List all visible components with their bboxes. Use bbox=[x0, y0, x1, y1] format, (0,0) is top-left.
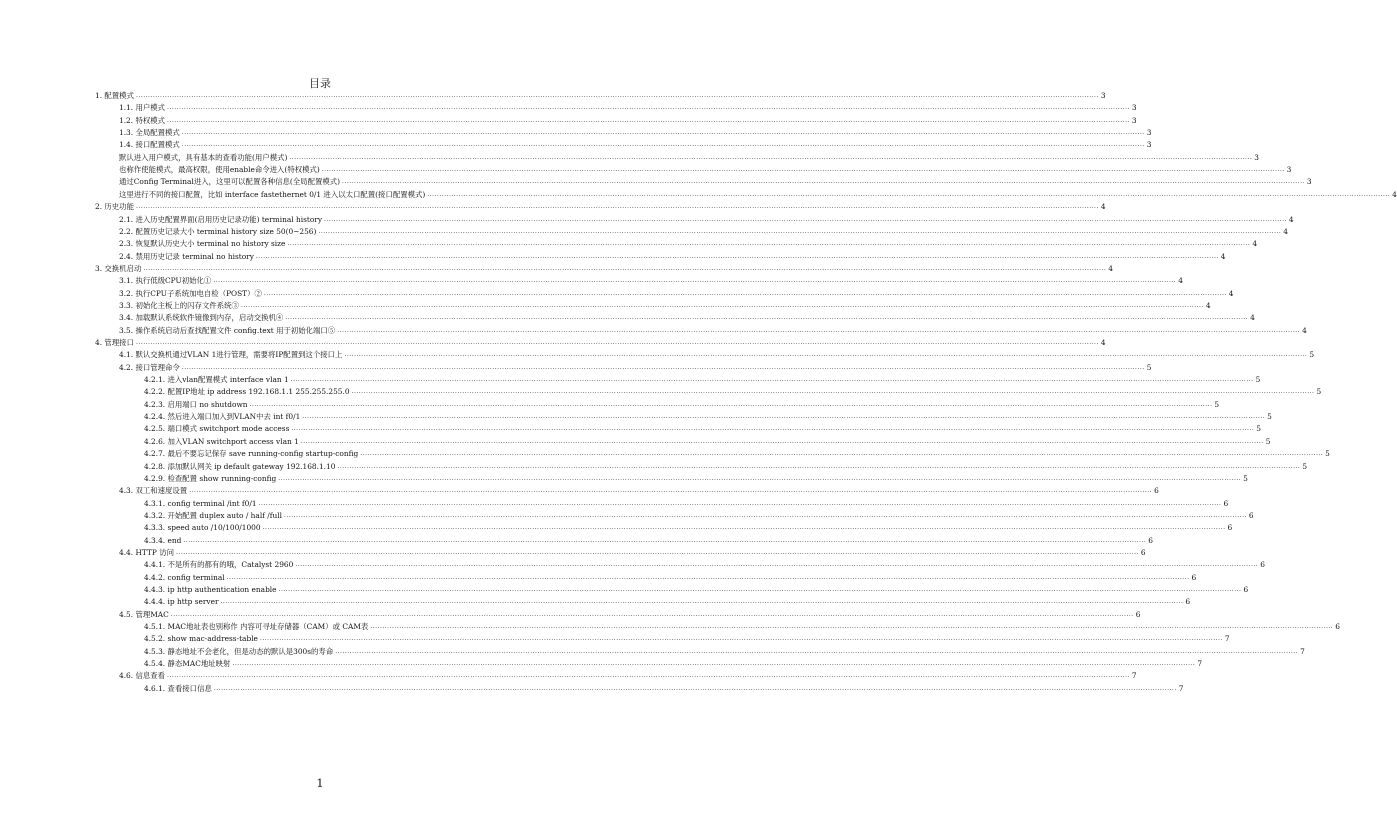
toc-entry[interactable] bbox=[144, 621, 1340, 633]
toc-entry[interactable] bbox=[144, 473, 1248, 485]
toc-entry[interactable] bbox=[144, 572, 1197, 584]
toc-leader-dots: ................................................................................................................................................................................................................................................................................................................................................................................................................ bbox=[213, 277, 1177, 285]
toc-entry-page-number: 5 bbox=[1325, 449, 1330, 459]
toc-entry-page-number: 3 bbox=[1131, 115, 1137, 125]
toc-entry-title: 4.2.3. 启用端口 no shutdown bbox=[144, 399, 248, 409]
toc-leader-dots: ................................................................................................................................................................................................................................................................................................................................................................................................................ bbox=[258, 499, 1222, 507]
toc-entry[interactable] bbox=[119, 609, 1141, 621]
toc-entry[interactable] bbox=[144, 596, 1191, 608]
toc-entry-page-number: 5 bbox=[1256, 424, 1261, 434]
toc-entry-page-number: 4 bbox=[1205, 300, 1211, 310]
toc-entry[interactable] bbox=[119, 325, 1307, 337]
toc-leader-dots: ................................................................................................................................................................................................................................................................................................................................................................................................................ bbox=[183, 536, 1147, 544]
toc-leader-dots: ................................................................................................................................................................................................................................................................................................................................................................................................................ bbox=[278, 586, 1242, 593]
toc-leader-dots: ................................................................................................................................................................................................................................................................................................................................................................................................................ bbox=[427, 190, 1391, 198]
toc-entry-title: 4.5.3. 静态地址不会老化，但是动态的默认是300s的寿命 bbox=[144, 646, 334, 656]
toc-entry-page-number: 6 bbox=[1248, 510, 1254, 520]
toc-entry-title: 4.4.1. 不是所有的都有的哦，Catalyst 2960 bbox=[144, 560, 294, 570]
toc-entry[interactable] bbox=[119, 238, 1258, 250]
toc-entry-page-number: 7 bbox=[1197, 659, 1203, 669]
toc-leader-dots: ................................................................................................................................................................................................................................................................................................................................................................................................................ bbox=[176, 548, 1139, 556]
toc-leader-dots: ................................................................................................................................................................................................................................................................................................................................................................................................................ bbox=[290, 376, 1254, 384]
toc-entry[interactable] bbox=[95, 201, 1106, 213]
toc-entry-title: 4.5.2. show mac-address-table bbox=[144, 634, 258, 644]
toc-entry-page-number: 3 bbox=[1131, 103, 1137, 113]
toc-leader-dots: ................................................................................................................................................................................................................................................................................................................................................................................................................ bbox=[262, 524, 1226, 532]
toc-entry[interactable] bbox=[144, 498, 1229, 510]
toc-entry[interactable] bbox=[95, 263, 1113, 275]
toc-entry[interactable] bbox=[95, 337, 1106, 349]
toc-entry-page-number: 6 bbox=[1135, 609, 1141, 619]
toc-entry-title: 4.2.4. 然后进入端口加入到VLAN中去 int f0/1 bbox=[144, 412, 301, 422]
toc-entry-page-number: 4 bbox=[1108, 263, 1113, 273]
toc-entry-page-number: 4 bbox=[1302, 325, 1307, 335]
toc-entry-page-number: 3 bbox=[1286, 165, 1292, 175]
toc-entry-page-number: 6 bbox=[1260, 560, 1265, 570]
toc-leader-dots: ................................................................................................................................................................................................................................................................................................................................................................................................................ bbox=[143, 264, 1107, 272]
toc-entry-page-number: 7 bbox=[1300, 646, 1305, 656]
toc-leader-dots: ................................................................................................................................................................................................................................................................................................................................................................................................................ bbox=[291, 425, 1255, 433]
toc-entry[interactable] bbox=[144, 559, 1265, 571]
toc-entry-page-number: 4 bbox=[1220, 251, 1226, 261]
toc-entry-title: 3.4. 加载默认系统软件镜像到内存，启动交换机④ bbox=[119, 313, 284, 323]
toc-leader-dots: ................................................................................................................................................................................................................................................................................................................................................................................................................ bbox=[295, 561, 1259, 569]
toc-entry[interactable] bbox=[119, 152, 1259, 164]
toc-entry-page-number: 4 bbox=[1392, 189, 1397, 199]
toc-entry-title: 4.4.4. ip http server bbox=[144, 597, 219, 607]
toc-entry[interactable] bbox=[119, 312, 1255, 324]
toc-leader-dots: ................................................................................................................................................................................................................................................................................................................................................................................................................ bbox=[135, 92, 1099, 99]
toc-leader-dots: ................................................................................................................................................................................................................................................................................................................................................................................................................ bbox=[255, 252, 1219, 260]
toc-leader-dots: ................................................................................................................................................................................................................................................................................................................................................................................................................ bbox=[278, 474, 1242, 482]
toc-entry-title: 3.5. 操作系统启动后查找配置文件 config.text 用于初始化端口⑤ bbox=[119, 325, 336, 335]
toc-entry-page-number: 7 bbox=[1131, 671, 1137, 681]
toc-entry-page-number: 4 bbox=[1252, 239, 1258, 249]
toc-entry-title: 4.3.2. 开始配置 duplex auto / half /full bbox=[144, 510, 282, 520]
toc-entry-title: 通过Config Terminal进入，这里可以配置各种信息(全局配置模式) bbox=[119, 177, 341, 187]
toc-entry-page-number: 6 bbox=[1335, 622, 1340, 632]
toc-entry-title: 4.3.1. config terminal /int f0/1 bbox=[144, 498, 257, 508]
toc-entry[interactable] bbox=[119, 300, 1211, 312]
toc-entry[interactable] bbox=[119, 214, 1294, 226]
toc-entry-page-number: 5 bbox=[1146, 362, 1152, 372]
toc-entry-page-number: 5 bbox=[1265, 436, 1271, 446]
toc-entry-page-number: 3 bbox=[1146, 140, 1152, 150]
toc-entry-title: 4.3.4. end bbox=[144, 535, 182, 545]
toc-leader-dots: ................................................................................................................................................................................................................................................................................................................................................................................................................ bbox=[181, 141, 1145, 149]
toc-entry-title: 这里进行不同的接口配置，比如 interface fastethernet 0/1 进入以太口配置(接口配置模式) bbox=[119, 189, 426, 199]
toc-entry-title: 4.3. 双工和速度设置 bbox=[119, 486, 188, 496]
toc-entry[interactable] bbox=[144, 510, 1254, 522]
toc-entry[interactable] bbox=[144, 423, 1261, 435]
toc-leader-dots: ................................................................................................................................................................................................................................................................................................................................................................................................................ bbox=[167, 672, 1130, 680]
toc-entry-title: 1.2. 特权模式 bbox=[119, 115, 166, 125]
toc-entry-page-number: 3 bbox=[1100, 91, 1106, 100]
toc-entry-page-number: 4 bbox=[1100, 338, 1106, 347]
toc-entry-page-number: 4 bbox=[1283, 226, 1288, 236]
toc-leader-dots: ................................................................................................................................................................................................................................................................................................................................................................................................................ bbox=[220, 598, 1184, 606]
toc-entry[interactable] bbox=[95, 90, 1106, 102]
toc-entry-title: 2. 历史功能 bbox=[95, 202, 134, 212]
page-number: 1 bbox=[316, 777, 324, 790]
toc-leader-dots: ................................................................................................................................................................................................................................................................................................................................................................................................................ bbox=[170, 610, 1134, 618]
toc-entry-title: 4.2.7. 最后不要忘记保存 save running-config startup-config bbox=[144, 449, 359, 459]
toc-leader-dots: ................................................................................................................................................................................................................................................................................................................................................................................................................ bbox=[337, 326, 1301, 334]
toc-entry-page-number: 5 bbox=[1316, 387, 1322, 397]
toc-entry[interactable] bbox=[119, 349, 1315, 361]
toc-entry-title: 2.1. 进入历史配置界面(启用历史记录功能) terminal history bbox=[119, 214, 322, 224]
toc-entry-page-number: 7 bbox=[1178, 683, 1184, 693]
toc-entry-title: 也称作使能模式，最高权限，使用enable命令进入(特权模式) bbox=[119, 165, 320, 175]
toc-entry[interactable] bbox=[119, 115, 1137, 127]
toc-entry-title: 4.5.1. MAC地址表也别称作 内容可寻址存储器（CAM）或 CAM表 bbox=[144, 622, 369, 632]
toc-entry[interactable] bbox=[119, 485, 1159, 497]
toc-entry-page-number: 3 bbox=[1306, 177, 1312, 187]
toc-leader-dots: ................................................................................................................................................................................................................................................................................................................................................................................................................ bbox=[360, 450, 1324, 458]
toc-leader-dots: ................................................................................................................................................................................................................................................................................................................................................................................................................ bbox=[240, 301, 1204, 309]
toc-entry-title: 默认进入用户模式，具有基本的查看功能(用户模式) bbox=[119, 152, 288, 162]
toc-entry-title: 3.2. 执行CPU子系统加电自检（POST）② bbox=[119, 288, 262, 298]
toc-entry-title: 4.4.2. config terminal bbox=[144, 572, 225, 582]
toc-entry[interactable] bbox=[144, 436, 1271, 448]
toc-entry-title: 4.2.6. 加入VLAN switchport access vlan 1 bbox=[144, 436, 299, 446]
page-title: 目录 bbox=[309, 77, 331, 90]
toc-entry-title: 4.6.1. 查看接口信息 bbox=[144, 683, 212, 693]
toc-entry-page-number: 5 bbox=[1243, 473, 1248, 483]
toc-entry-title: 4.4.3. ip http authentication enable bbox=[144, 585, 277, 594]
toc-leader-dots: ................................................................................................................................................................................................................................................................................................................................................................................................................ bbox=[321, 166, 1285, 174]
toc-leader-dots: ................................................................................................................................................................................................................................................................................................................................................................................................................ bbox=[181, 363, 1145, 371]
toc-entry-page-number: 5 bbox=[1309, 350, 1315, 360]
toc-entry-page-number: 6 bbox=[1185, 597, 1191, 607]
toc-entry[interactable] bbox=[144, 461, 1308, 473]
toc-entry[interactable] bbox=[119, 251, 1226, 263]
toc-entry-page-number: 4 bbox=[1288, 214, 1294, 224]
toc-entry-title: 4. 管理接口 bbox=[95, 338, 134, 347]
toc-entry[interactable] bbox=[144, 399, 1220, 411]
toc-leader-dots: ................................................................................................................................................................................................................................................................................................................................................................................................................ bbox=[370, 623, 1334, 631]
toc-leader-dots: ................................................................................................................................................................................................................................................................................................................................................................................................................ bbox=[263, 289, 1227, 297]
toc-entry-title: 2.3. 恢复默认历史大小 terminal no history size bbox=[119, 239, 286, 249]
toc-leader-dots: ................................................................................................................................................................................................................................................................................................................................................................................................................ bbox=[324, 215, 1287, 223]
toc-entry[interactable] bbox=[119, 226, 1288, 238]
toc-entry[interactable] bbox=[144, 584, 1249, 596]
toc-entry-page-number: 6 bbox=[1223, 498, 1229, 508]
toc-leader-dots: ................................................................................................................................................................................................................................................................................................................................................................................................................ bbox=[287, 240, 1251, 248]
toc-leader-dots: ................................................................................................................................................................................................................................................................................................................................................................................................................ bbox=[285, 314, 1249, 322]
toc-entry[interactable] bbox=[144, 522, 1233, 534]
toc-entry-title: 4.2.8. 添加默认网关 ip default gateway 192.168.1.10 bbox=[144, 461, 336, 471]
toc-entry-title: 4.5.4. 静态MAC地址映射 bbox=[144, 659, 231, 669]
toc-entry-title: 4.5. 管理MAC bbox=[119, 609, 169, 619]
toc-entry-title: 4.2. 接口管理命令 bbox=[119, 362, 180, 372]
toc-entry-page-number: 6 bbox=[1243, 585, 1249, 594]
toc-leader-dots: ................................................................................................................................................................................................................................................................................................................................................................................................................ bbox=[167, 104, 1130, 112]
toc-entry-title: 3. 交换机启动 bbox=[95, 263, 142, 273]
toc-leader-dots: ................................................................................................................................................................................................................................................................................................................................................................................................................ bbox=[318, 227, 1282, 235]
toc-entry-page-number: 6 bbox=[1140, 547, 1146, 557]
toc-leader-dots: ................................................................................................................................................................................................................................................................................................................................................................................................................ bbox=[226, 573, 1190, 581]
toc-entry-page-number: 3 bbox=[1254, 152, 1259, 162]
toc-entry[interactable] bbox=[119, 139, 1152, 151]
toc-leader-dots: ................................................................................................................................................................................................................................................................................................................................................................................................................ bbox=[302, 413, 1266, 421]
toc-entry-page-number: 4 bbox=[1178, 276, 1183, 286]
toc-entry-page-number: 6 bbox=[1148, 535, 1153, 545]
toc-entry[interactable] bbox=[144, 386, 1322, 398]
toc-leader-dots: ................................................................................................................................................................................................................................................................................................................................................................................................................ bbox=[289, 153, 1253, 161]
toc-entry[interactable] bbox=[119, 275, 1183, 287]
toc-leader-dots: ................................................................................................................................................................................................................................................................................................................................................................................................................ bbox=[335, 647, 1299, 655]
toc-entry-page-number: 4 bbox=[1228, 288, 1234, 298]
toc-entry-page-number: 4 bbox=[1250, 313, 1255, 323]
toc-entry-title: 2.2. 配置历史记录大小 terminal history size 50(0~256) bbox=[119, 226, 317, 236]
toc-leader-dots: ................................................................................................................................................................................................................................................................................................................................................................................................................ bbox=[189, 487, 1153, 495]
toc-entry[interactable] bbox=[144, 633, 1230, 645]
toc-entry-title: 4.1. 默认交换机通过VLAN 1进行管理，需要将IP配置到这个接口上 bbox=[119, 350, 343, 360]
toc-entry[interactable] bbox=[144, 683, 1184, 695]
toc-entry-page-number: 6 bbox=[1154, 486, 1159, 496]
toc-leader-dots: ................................................................................................................................................................................................................................................................................................................................................................................................................ bbox=[284, 511, 1247, 519]
toc-leader-dots: ................................................................................................................................................................................................................................................................................................................................................................................................................ bbox=[167, 116, 1130, 124]
toc-entry-title: 1.4. 接口配置模式 bbox=[119, 140, 180, 150]
toc-entry[interactable] bbox=[119, 670, 1137, 682]
toc-leader-dots: ................................................................................................................................................................................................................................................................................................................................................................................................................ bbox=[351, 388, 1315, 396]
toc-entry-title: 4.2.1. 进入vlan配置模式 interface vlan 1 bbox=[144, 375, 289, 385]
toc-entry[interactable] bbox=[119, 189, 1397, 201]
toc-leader-dots: ................................................................................................................................................................................................................................................................................................................................................................................................................ bbox=[181, 129, 1145, 137]
toc-entry-page-number: 5 bbox=[1255, 375, 1261, 385]
toc-entry-title: 4.3.3. speed auto /10/100/1000 bbox=[144, 523, 261, 533]
toc-entry[interactable] bbox=[119, 176, 1312, 188]
toc-entry[interactable] bbox=[119, 362, 1152, 374]
toc-entry[interactable] bbox=[119, 102, 1137, 114]
toc-entry-page-number: 5 bbox=[1214, 399, 1220, 409]
toc-entry-title: 1.1. 用户模式 bbox=[119, 103, 166, 113]
toc-entry-title: 3.1. 执行低级CPU初始化① bbox=[119, 276, 212, 286]
toc-leader-dots: ................................................................................................................................................................................................................................................................................................................................................................................................................ bbox=[342, 178, 1305, 186]
toc-leader-dots: ................................................................................................................................................................................................................................................................................................................................................................................................................ bbox=[213, 684, 1177, 692]
toc-entry-page-number: 6 bbox=[1191, 572, 1197, 582]
toc-entry[interactable] bbox=[144, 646, 1305, 658]
toc-entry[interactable] bbox=[144, 411, 1272, 423]
toc-entry-title: 1. 配置模式 bbox=[95, 91, 134, 100]
toc-entry[interactable] bbox=[144, 374, 1261, 386]
toc-entry-title: 4.2.5. 端口模式 switchport mode access bbox=[144, 424, 290, 434]
toc-leader-dots: ................................................................................................................................................................................................................................................................................................................................................................................................................ bbox=[337, 462, 1301, 470]
toc-leader-dots: ................................................................................................................................................................................................................................................................................................................................................................................................................ bbox=[249, 400, 1213, 408]
toc-entry[interactable] bbox=[144, 448, 1330, 460]
toc-leader-dots: ................................................................................................................................................................................................................................................................................................................................................................................................................ bbox=[344, 351, 1308, 359]
toc-entry-page-number: 7 bbox=[1224, 634, 1230, 644]
toc-leader-dots: ................................................................................................................................................................................................................................................................................................................................................................................................................ bbox=[259, 635, 1223, 643]
toc-entry-title: 1.3. 全局配置模式 bbox=[119, 128, 180, 138]
toc-entry-title: 2.4. 禁用历史记录 terminal no history bbox=[119, 251, 254, 261]
toc-entry-title: 4.4. HTTP 访问 bbox=[119, 547, 174, 557]
toc-entry-title: 4.2.2. 配置IP地址 ip address 192.168.1.1 255.255.255.0 bbox=[144, 387, 350, 397]
toc-entry-title: 4.2.9. 检查配置 show running-config bbox=[144, 473, 277, 483]
toc-leader-dots: ................................................................................................................................................................................................................................................................................................................................................................................................................ bbox=[135, 339, 1099, 346]
toc-entry[interactable] bbox=[144, 535, 1153, 547]
toc-entry-page-number: 3 bbox=[1146, 128, 1152, 138]
toc-entry-page-number: 6 bbox=[1227, 523, 1233, 533]
toc-entry[interactable] bbox=[119, 164, 1292, 176]
toc-leader-dots: ................................................................................................................................................................................................................................................................................................................................................................................................................ bbox=[300, 437, 1264, 445]
toc-entry-title: 3.3. 初始化主板上的闪存文件系统③ bbox=[119, 300, 239, 310]
toc-entry-title: 4.6. 信息查看 bbox=[119, 671, 166, 681]
toc-entry-page-number: 5 bbox=[1302, 461, 1308, 471]
toc-entry[interactable] bbox=[144, 658, 1203, 670]
toc-entry-page-number: 4 bbox=[1100, 202, 1106, 212]
toc-leader-dots: ................................................................................................................................................................................................................................................................................................................................................................................................................ bbox=[135, 203, 1099, 211]
toc-entry[interactable] bbox=[119, 127, 1152, 139]
toc-leader-dots: ................................................................................................................................................................................................................................................................................................................................................................................................................ bbox=[232, 660, 1196, 668]
toc-entry[interactable] bbox=[119, 288, 1234, 300]
toc-entry-page-number: 5 bbox=[1267, 412, 1272, 422]
toc-entry[interactable] bbox=[119, 547, 1146, 559]
